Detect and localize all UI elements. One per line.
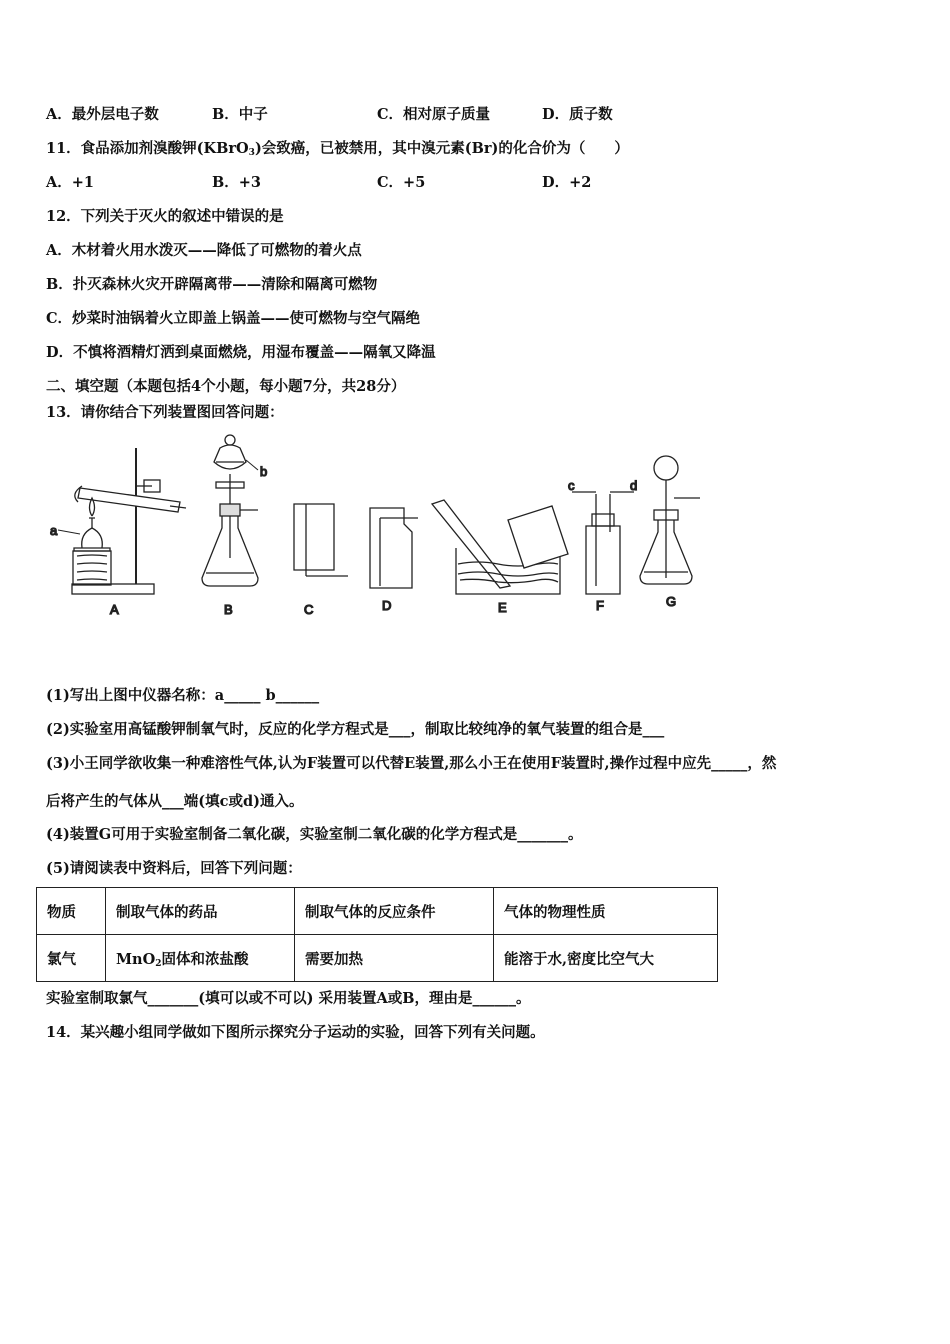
label-b: b [260,464,268,479]
section-heading: 二、填空题（本题包括4个小题，每小题7分，共28分） [46,378,406,395]
table-row [37,935,718,982]
q13-part-3b: 后将产生的气体从___端(填c或d)通入。 [46,793,304,810]
apparatus-f [568,478,637,613]
q11-option-c: C．+5 [377,174,426,191]
apparatus-d [370,508,418,613]
apparatus-g [640,456,700,609]
q11-option-d: D．+2 [542,174,592,191]
label-E: E [498,600,507,615]
label-c: c [568,478,575,493]
q12-option-a: A．木材着火用水泼灭——降低了可燃物的着火点 [46,242,362,259]
q13-part-5: (5)请阅读表中资料后，回答下列问题： [46,860,302,877]
q12-stem: 12．下列关于灭火的叙述中错误的是 [46,208,284,225]
label-C: C [304,602,314,617]
apparatus-e [432,500,568,615]
q10-option-a: A．最外层电子数 [46,106,159,123]
q12-option-b: B．扑灭森林火灾开辟隔离带——清除和隔离可燃物 [46,276,378,293]
table-cell: MnO$_2$固体和浓盐酸 [106,935,295,982]
table-header: 气体的物理性质 [494,888,718,935]
chlorine-data-table [36,887,718,982]
apparatus-c [294,504,348,617]
table-cell: 能溶于水,密度比空气大 [494,935,718,982]
q10-option-c: C．相对原子质量 [377,106,491,123]
apparatus-b [202,435,267,617]
table-header: 制取气体的反应条件 [295,888,494,935]
apparatus-figure [40,428,720,628]
q11-stem: 11．食品添加剂溴酸钾(KBrO$_3$)会致癌，已被禁用，其中溴元素(Br)的化合价为（ ） [46,140,629,158]
label-B: B [224,602,233,617]
label-G: G [666,594,677,609]
label-d: d [630,478,638,493]
q11-option-a: A．+1 [46,174,94,191]
q14-stem: 14．某兴趣小组同学做如下图所示探究分子运动的实验，回答下列有关问题。 [46,1024,545,1041]
q10-option-d: D．质子数 [542,106,613,123]
q13-part-4: (4)装置G可用于实验室制备二氧化碳，实验室制二氧化碳的化学方程式是_______。 [46,826,583,843]
table-header-row [37,888,718,935]
table-header: 制取气体的药品 [106,888,295,935]
label-a: a [50,523,58,538]
q13-chlorine-question: 实验室制取氯气_______(填可以或不可以) 采用装置A或B，理由是______。 [46,990,531,1007]
q12-option-c: C．炒菜时油锅着火立即盖上锅盖——使可燃物与空气隔绝 [46,310,421,327]
table-cell: 需要加热 [295,935,494,982]
table-header: 物质 [37,888,106,935]
q10-option-b: B．中子 [212,106,268,123]
label-F: F [596,598,604,613]
label-A: A [110,602,119,617]
table-cell: 氯气 [37,935,106,982]
q12-option-d: D．不慎将酒精灯洒到桌面燃烧，用湿布覆盖——隔氧又降温 [46,344,436,361]
q13-part-2: (2)实验室用高锰酸钾制氧气时，反应的化学方程式是___，制取比较纯净的氧气装置的组合是___ [46,721,665,738]
q11-option-b: B．+3 [212,174,261,191]
q13-part-1: (1)写出上图中仪器名称：a_____ b______ [46,687,320,704]
q13-part-3a: (3)小王同学欲收集一种难溶性气体,认为F装置可以代替E装置,那么小王在使用F装置时,操作过程中应先_____，然 [46,755,777,772]
label-D: D [382,598,392,613]
apparatus-a [50,448,186,617]
q13-stem: 13．请你结合下列装置图回答问题： [46,404,284,421]
